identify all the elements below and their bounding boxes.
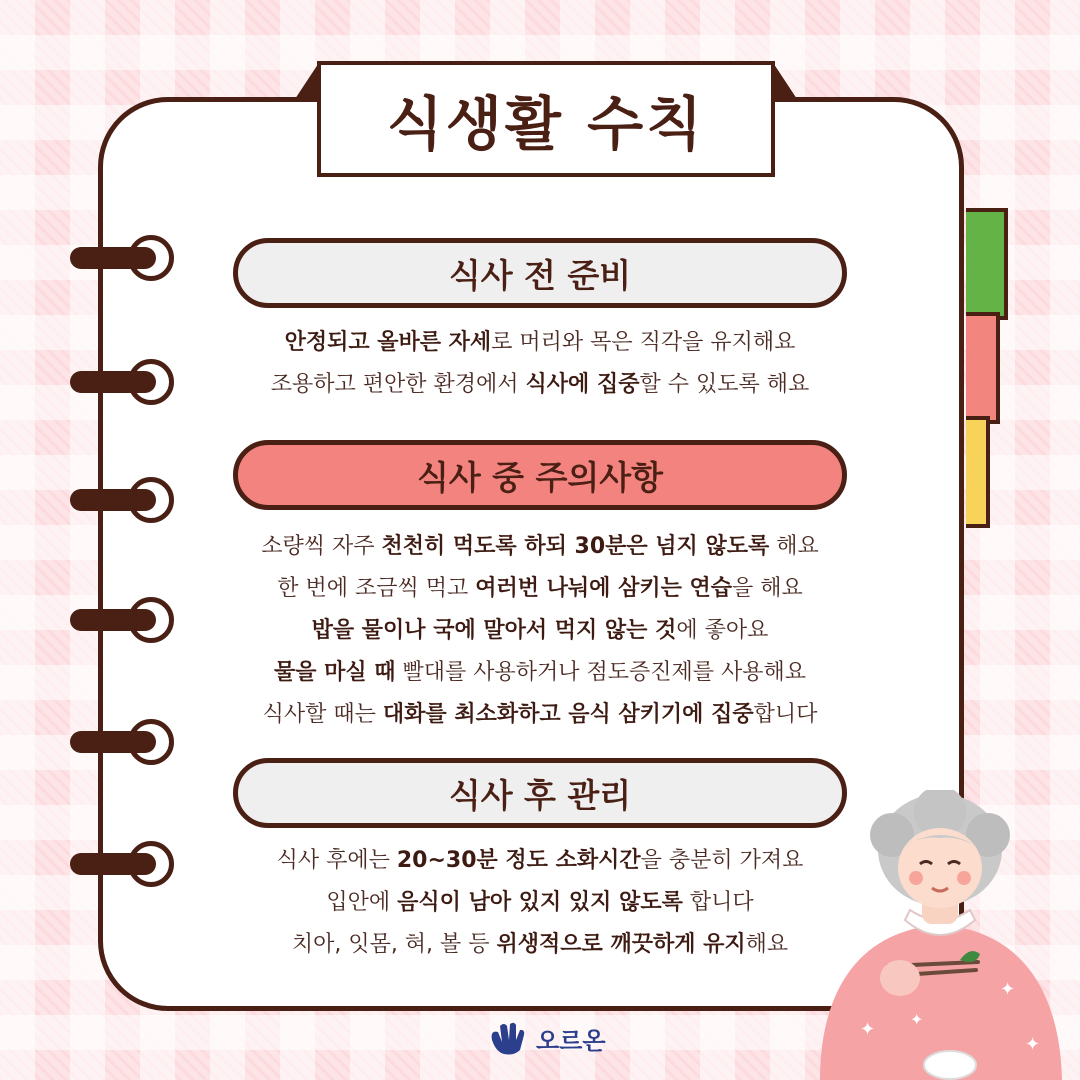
rule-text: 합니다 bbox=[682, 890, 754, 915]
rule-text: 을 충분히 가져요 bbox=[640, 848, 804, 873]
brand-logo bbox=[488, 1020, 606, 1056]
rule-emphasis: 대화를 최소화하고 음식 삼키기에 집중 bbox=[382, 702, 754, 727]
rule-text: 입안에 bbox=[326, 890, 398, 915]
page-title: 식생활 수칙 bbox=[386, 90, 706, 158]
rule-line bbox=[150, 322, 930, 364]
rule-line bbox=[150, 526, 930, 568]
title-box bbox=[317, 61, 775, 177]
section-header-during-meal bbox=[233, 440, 847, 510]
rule-emphasis: 밥을 물이나 국에 말아서 먹지 않는 것 bbox=[311, 618, 677, 643]
rule-emphasis: 식사에 집중 bbox=[525, 372, 640, 397]
rule-emphasis: 천천히 먹도록 하되 30분은 넘지 않도록 bbox=[381, 534, 770, 559]
rule-text: 로 머리와 목은 직각을 유지해요 bbox=[491, 330, 796, 355]
rule-line bbox=[150, 610, 930, 652]
section-header-after-meal bbox=[233, 758, 847, 828]
rule-text: 해요 bbox=[745, 932, 789, 957]
spiral-ring-bar bbox=[70, 609, 156, 631]
hand-wave-icon bbox=[488, 1020, 530, 1056]
rule-text: 빨대를 사용하거나 점도증진제를 사용해요 bbox=[395, 660, 807, 685]
rule-line bbox=[150, 652, 930, 694]
rule-emphasis: 안정되고 올바른 자세 bbox=[284, 330, 492, 355]
section-header-label: 식사 중 주의사항 bbox=[416, 457, 664, 497]
rule-emphasis: 물을 마실 때 bbox=[273, 660, 396, 685]
rule-emphasis: 여러번 나눠에 삼키는 연습 bbox=[475, 576, 732, 601]
rule-text: 한 번에 조금씩 먹고 bbox=[277, 576, 476, 601]
rule-text: 조용하고 편안한 환경에서 bbox=[270, 372, 526, 397]
notebook-tab-red bbox=[966, 312, 1000, 424]
rule-text: 을 해요 bbox=[732, 576, 803, 601]
section-lines-during-meal bbox=[150, 526, 930, 736]
rule-text: 에 좋아요 bbox=[676, 618, 769, 643]
svg-text:✦: ✦ bbox=[860, 1019, 876, 1040]
svg-text:✦: ✦ bbox=[910, 1010, 924, 1029]
section-header-label: 식사 후 관리 bbox=[448, 775, 632, 815]
spiral-ring-bar bbox=[70, 371, 156, 393]
brand-name: 오르온 bbox=[536, 1026, 606, 1055]
svg-text:✦: ✦ bbox=[1025, 1034, 1041, 1055]
rule-emphasis: 위생적으로 깨끗하게 유지 bbox=[496, 932, 746, 957]
section-lines-before-meal bbox=[150, 322, 930, 406]
rule-text: 소량씩 자주 bbox=[261, 534, 382, 559]
rule-text: 합니다 bbox=[753, 702, 818, 727]
grandmother-illustration bbox=[800, 790, 1080, 1080]
section-header-label: 식사 전 준비 bbox=[448, 255, 632, 295]
spiral-ring-bar bbox=[70, 731, 156, 753]
rule-emphasis: 음식이 남아 있지 있지 않도록 bbox=[397, 890, 683, 915]
notebook-tab-green bbox=[966, 208, 1008, 320]
rule-line bbox=[150, 364, 930, 406]
rule-emphasis: 20~30분 정도 소화시간 bbox=[396, 848, 641, 873]
rule-line bbox=[150, 568, 930, 610]
section-header-before-meal bbox=[233, 238, 847, 308]
rule-line bbox=[150, 694, 930, 736]
spiral-ring-bar bbox=[70, 489, 156, 511]
svg-text:✦: ✦ bbox=[1000, 979, 1016, 1000]
rule-text: 식사 후에는 bbox=[276, 848, 397, 873]
rule-text: 식사할 때는 bbox=[262, 702, 383, 727]
rule-text: 해요 bbox=[769, 534, 819, 559]
spiral-ring-bar bbox=[70, 853, 156, 875]
notebook-tab-yellow bbox=[966, 416, 990, 528]
spiral-ring-bar bbox=[70, 247, 156, 269]
rule-text: 치아, 잇몸, 혀, 볼 등 bbox=[291, 932, 497, 957]
rule-text: 할 수 있도록 해요 bbox=[639, 372, 810, 397]
